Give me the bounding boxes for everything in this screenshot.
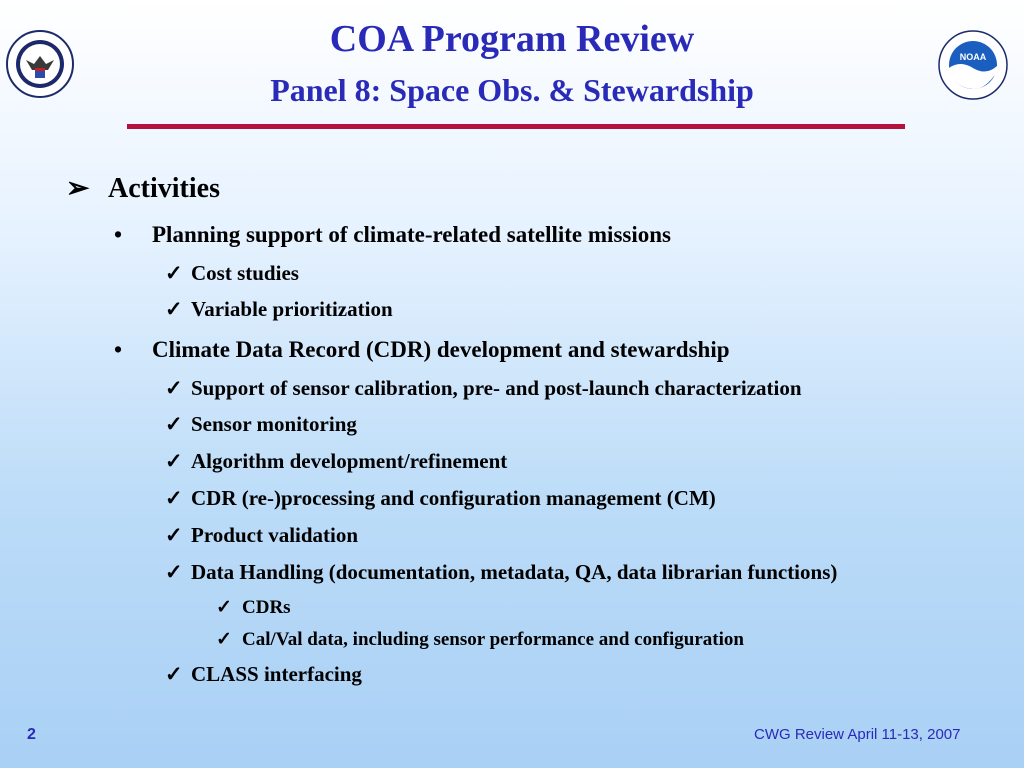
checkmark-icon: ✓ (216, 597, 232, 618)
list-subsubitem (216, 596, 291, 619)
heading-text: Activities (108, 173, 220, 204)
title-divider (127, 124, 905, 129)
footer-text: CWG Review April 11-13, 2007 (754, 726, 961, 743)
list-subsubitem-text: Cal/Val data, including sensor performance and configuration (242, 629, 744, 650)
list-subsubitem-text: CDRs (242, 597, 291, 618)
list-subitem (165, 412, 357, 437)
checkmark-icon: ✓ (165, 662, 183, 686)
checkmark-icon: ✓ (165, 261, 183, 285)
list-subitem-text: Algorithm development/refinement (191, 449, 508, 473)
list-subitem (165, 449, 507, 474)
list-subitem (165, 662, 362, 687)
list-subsubitem (216, 628, 744, 651)
page-number: 2 (27, 726, 36, 743)
list-subitem-text: Cost studies (191, 261, 299, 285)
list-subitem-text: Sensor monitoring (191, 412, 357, 436)
list-subitem (165, 261, 299, 286)
list-item-text: Planning support of climate-related satellite missions (152, 222, 671, 247)
slide-subtitle: Panel 8: Space Obs. & Stewardship (270, 72, 754, 108)
dot-bullet-icon: • (114, 337, 123, 362)
checkmark-icon: ✓ (165, 486, 183, 510)
checkmark-icon: ✓ (165, 376, 183, 400)
list-subitem-text: Variable prioritization (191, 297, 393, 321)
list-item (114, 222, 671, 248)
list-subitem-text: Data Handling (documentation, metadata, QA, data librarian functions) (191, 560, 838, 584)
checkmark-icon: ✓ (165, 297, 183, 321)
list-subitem (165, 560, 837, 585)
list-subitem (165, 297, 393, 322)
checkmark-icon: ✓ (165, 560, 183, 584)
list-subitem (165, 376, 802, 401)
list-subitem-text: CDR (re-)processing and configuration management (CM) (191, 486, 716, 510)
dot-bullet-icon: • (114, 222, 123, 247)
checkmark-icon: ✓ (165, 523, 183, 547)
list-item-text: Climate Data Record (CDR) development and stewardship (152, 337, 730, 362)
list-item (114, 337, 730, 363)
list-subitem-text: CLASS interfacing (191, 662, 362, 686)
list-subitem (165, 523, 358, 548)
checkmark-icon: ✓ (216, 629, 232, 650)
list-subitem-text: Product validation (191, 523, 359, 547)
list-subitem-text: Support of sensor calibration, pre- and post-launch characterization (191, 376, 802, 400)
noaa-logo-text: NOAA (959, 52, 987, 62)
slide-title: COA Program Review (329, 18, 695, 60)
arrow-bullet-icon: ➢ (66, 173, 90, 204)
checkmark-icon: ✓ (165, 412, 183, 436)
checkmark-icon: ✓ (165, 449, 183, 473)
list-subitem (165, 486, 716, 511)
outline-heading (66, 171, 220, 205)
